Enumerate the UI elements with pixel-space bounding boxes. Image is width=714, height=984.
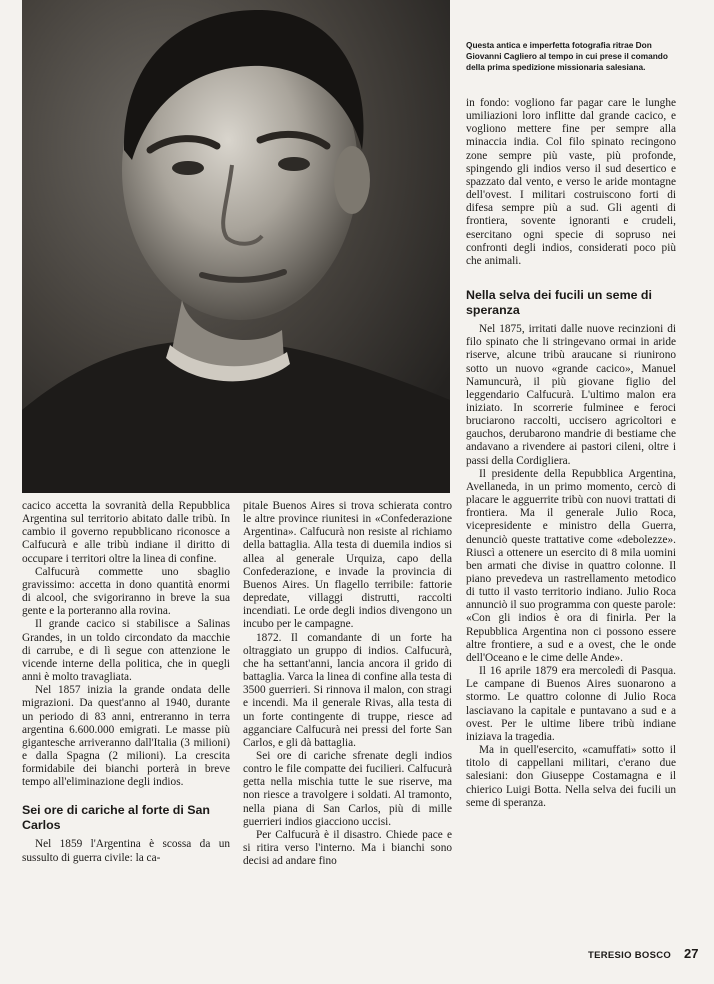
author-name: TERESIO BOSCO [588, 950, 672, 961]
paragraph: Calfucurà commette uno sbaglio gravissimo: accetta in dono quantità enormi di alcool, che svigoriranno in breve la sua gente e la porteranno alla rovina. [22, 565, 230, 618]
paragraph: in fondo: vogliono far pagar care le lunghe umiliazioni loro inflitte dal grande cacico, e vogliono mettere fine per sempre alla minaccia india. Col filo spinato recingono zone sempre più vaste, più profonde, spingendo gli indios verso il sud desertico e spazzato dal vento, e verso le aride montagne dell'ovest. I militari costruiscono forti di difesa sempre più a sud. Gli agenti di frontiera, sovente ignoranti e crudeli, esercitano ogni specie di sopruso nei confronti degli indios, considerati poco più che animali. [466, 97, 676, 267]
paragraph: Nel 1875, irritati dalle nuove recinzioni di filo spinato che li stringevano ormai in aride riserve, alcune tribù araucane si riunirono sotto un nuovo «grande cacico», Manuel Namuncurà, il più giovane figlio del leggendario Calfucurà. L'ultimo malon era iniziato. In scorrerie fulminee e feroci bruciarono raccolti, uccisero agricoltori e gauchos, derubarono mandrie di bestiame che andavano a rivendere ai pastori cileni, oltre i passi della Cordigliera. [466, 323, 676, 467]
paragraph: Il 16 aprile 1879 era mercoledì di Pasqua. Le campane di Buenos Aires suonarono a stormo. Le quattro colonne di Julio Roca lasciavano la capitale e puntavano a sud e a ovest. Per le ultime libere tribù indiane iniziava la tragedia. [466, 665, 676, 743]
paragraph: Per Calfucurà è il disastro. Chiede pace e si ritira verso l'interno. Ma i bianchi sono decisi ad andare fino [243, 828, 452, 868]
paragraph: pitale Buenos Aires si trova schierata contro le altre province riunitesi in «Confederazione Argentina». Calfucurà non resiste al richiamo della battaglia. Alla testa di duemila indios si allea al generale Urquiza, capo della Confederazione, e invade la provincia di Buenos Aires. Un flagello terribile: fattorie depredate, villaggi distrutti, raccolti incendiati. Le orde degli indios divengono un incubo per le campagne. [243, 500, 452, 631]
paragraph: cacico accetta la sovranità della Repubblica Argentina sul territorio abitato dalle tribù. In cambio il governo repubblicano riconosce a Calfucurà e alle tribù indiane il diritto di occupare i territori oltre la linea di confine. [22, 500, 230, 565]
article-column-1 [22, 500, 230, 865]
portrait-image [22, 0, 450, 493]
paragraph: Ma in quell'esercito, «camuffati» sotto il titolo di cappellani militari, c'erano due salesiani: don Giuseppe Costamagna e il chierico Luigi Botta. Nella selva dei fucili un seme di speranza. [466, 744, 676, 809]
paragraph: 1872. Il comandante di un forte ha oltraggiato un gruppo di indios. Calfucurà, che ha settant'anni, lancia ancora il grido di battaglia. Varca la linea di confine alla testa di 3500 guerrieri. Si rinnova il malon, con stragi e incendi. Ma il generale Rivas, alla testa di un forte contingente di truppe, riesce ad agganciare Calfucurà nei pressi del forte San Carlos, e gli dà battaglia. [243, 631, 452, 749]
article-column-2 [243, 500, 452, 868]
section-heading: Sei ore di cariche al forte di San Carlos [22, 803, 210, 833]
photo-caption: Questa antica e imperfetta fotografia ritrae Don Giovanni Cagliero al tempo in cui prese il comando della prima spedizione missionaria salesiana. [466, 40, 668, 73]
paragraph: Nel 1857 inizia la grande ondata delle migrazioni. Da quest'anno al 1940, durante un periodo di 83 anni, entreranno in terra argentina 6.600.000 emigrati. Le masse più gigantesche arriveranno dall'Italia (3 milioni) e dalla Spagna (2 milioni). La crescita formidabile dei bianchi porterà in breve tempo all'eliminazione degli indios. [22, 684, 230, 789]
portrait-photo [22, 0, 450, 493]
paragraph: Il grande cacico si stabilisce a Salinas Grandes, in un toldo circondato da macchie di carrube, e di lì segue con attenzione le vicende interne della politica, che in quegli anni è molto travagliata. [22, 618, 230, 684]
paragraph: Il presidente della Repubblica Argentina, Avellaneda, in un primo momento, cercò di placare le agguerrite tribù con nuovi trattati di frontiera. Ma il generale Julio Roca, vicepresidente e ministro della Guerra, denunciò queste trattative come «debolezze». Riuscì a ottenere un esercito di 8 mila uomini ben armati che divise in quattro colonne. Il piano prevedeva un rastrellamento metodico di tutto il vasto territorio indiano. Julio Roca annunciò il suo programma con queste parole: «Con gli indios è ora di finirla. Per la Repubblica Argentina non ci possono essere altre frontiere, a sud e a ovest, che le onde dell'Oceano e le cime delle Ande». [466, 467, 676, 664]
section-heading: Nella selva dei fucili un seme di speranza [466, 288, 652, 318]
paragraph: Sei ore di cariche sfrenate degli indios contro le file compatte dei fucilieri. Calfucurà getta nella mischia tutte le sue riserve, ma non riesce a travolgere i soldati. Al tramonto, nella piana di San Carlos, più di mille guerrieri indios giacciono uccisi. [243, 749, 452, 828]
article-column-3 [466, 97, 676, 810]
paragraph: Nel 1859 l'Argentina è scossa da un sussulto di guerra civile: la ca- [22, 838, 230, 864]
page-number: 27 [684, 946, 699, 961]
